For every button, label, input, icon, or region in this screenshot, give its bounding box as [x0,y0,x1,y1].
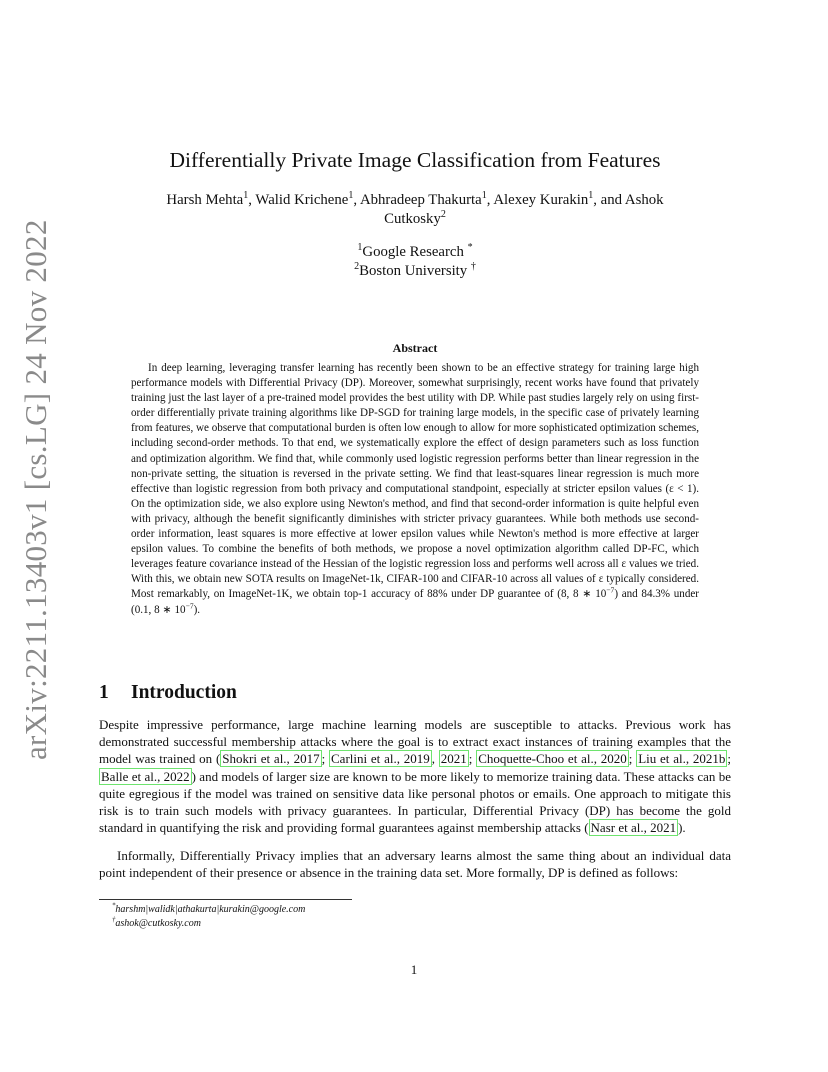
paper-title: Differentially Private Image Classification from Features [169,148,661,172]
citation-link[interactable]: Choquette-Choo et al., 2020 [478,751,627,767]
author-affil-sup: 1 [481,190,487,202]
author-name: Abhradeep Thakurta [359,192,482,208]
author-name: Alexey Kurakin [493,192,589,208]
citation-link[interactable]: Liu et al., 2021b [638,751,726,767]
intro-paragraph-2: Informally, Differentially Privacy implies that an adversary learns almost the same thing about an individual data point independent of their presence or absence in the training data set. More formally, DP is defined as follows: [99,848,731,881]
citation-link[interactable]: Shokri et al., 2017 [222,751,320,767]
citation-link[interactable]: Nasr et al., 2021 [590,820,677,836]
footnotes [112,903,305,930]
citation-link[interactable]: Balle et al., 2022 [101,768,190,784]
section-title: Introduction [131,682,237,703]
author-name: Cutkosky [384,211,441,227]
author-affil-sup: 2 [440,209,446,221]
author-name: Walid Krichene [255,192,349,208]
author-affil-sup: 1 [348,190,354,202]
author-name: Harsh Mehta [166,192,244,208]
page-number: 1 [410,962,418,977]
footnote-mark: † [470,261,476,273]
footnote-mark: * [467,242,473,254]
section-heading [99,682,237,704]
arxiv-identifier: arXiv:2211.13403v1 [cs.LG] 24 Nov 2022 [18,219,53,760]
footnote: †ashok@cutkosky.com [112,916,201,929]
affiliation: $^2$Boston University † [354,261,476,279]
abstract-text: In deep learning, leveraging transfer learning has recently been shown to be an effective strategy for training large high performance models with Differential Privacy (DP). Moreover, somewhat surprisingly, recent works have found that privately training just the last layer of a pre-trained model provides the best utility with DP. While past studies largely rely on using first-order differentially private training algorithms like DP-SGD for training large models, in the specific case of privately learning from features, we observe that computational burden is often low enough to allow for more sophisticated optimization schemes, including second-order methods. To that end, we systematically explore the effect of design parameters such as loss function and optimization algorithm. We find that, while commonly used logistic regression performs better than linear regression in the non-private setting, the situation is reversed in the private setting. We find that least-squares linear regression is much more effective than logistic regression from both privacy and computational standpoint, especially at stricter epsilon values (ε < 1). On the optimization side, we also explore using Newton's method, and find that second-order information is quite helpful even with privacy, although the benefit significantly diminishes with stricter privacy guarantees. While both methods use second-order information, least squares is more effective at lower epsilon values while Newton's method is more effective at larger epsilon values. To combine the benefits of both methods, we propose a novel optimization algorithm called DP-FC, which leverages feature covariance instead of the Hessian of the logistic regression loss and performs well across all ε values we tried. With this, we obtain new SOTA results on ImageNet-1k, CIFAR-100 and CIFAR-10 across all values of ε typically considered. Most remarkably, on ImageNet-1K, we obtain top-1 accuracy of 88% under DP guarantee of (8, 8 ∗ $10^{-7}$) and 84.3% under (0.1, 8 ∗ $10^{-7}$). [131,362,699,616]
citation-link[interactable]: Carlini et al., 2019 [331,751,430,767]
affiliation: $^1$Google Research * [357,242,473,260]
author-affil-sup: 1 [243,190,249,202]
abstract-heading: Abstract [392,341,438,355]
author-list [110,191,720,229]
section-number: 1 [99,682,109,703]
affiliation-list [100,243,730,281]
author-line-2 [110,210,720,229]
footnote-rule [99,899,352,900]
author-line-1: Harsh Mehta$^1$, Walid Krichene$^1$, Abhradeep Thakurta$^1$, Alexey Kurakin$^1$, and Ashok [166,190,664,208]
footnote: *harshm|walidk|athakurta|kurakin@google.com [112,902,306,915]
citation-link[interactable]: 2021 [440,751,467,767]
author-affil-sup: 1 [588,190,594,202]
intro-paragraph-1: Despite impressive performance, large machine learning models are susceptible to attacks. Previous work has demonstrated successful membership attacks where the goal is to extract exact instances of training examples that the model was trained on ( Shokri et al., 2017 ; Carlini et al., 2019 , 2021 ; Choquette-Choo et al., 2020 ; Liu et al., 2021b ; Balle et al., 2022 ) and models of larger size are known to be more likely to memorize training data. These attacks can be quite egregious if the model was trained on sensitive data like personal photos or emails. One approach to mitigate this risk is to train such models with privacy guarantees. In particular, Differential Privacy (DP) has become the gold standard in quantifying the risk and providing formal guarantees against membership attacks ( Nasr et al., 2021 ). [99,717,732,836]
